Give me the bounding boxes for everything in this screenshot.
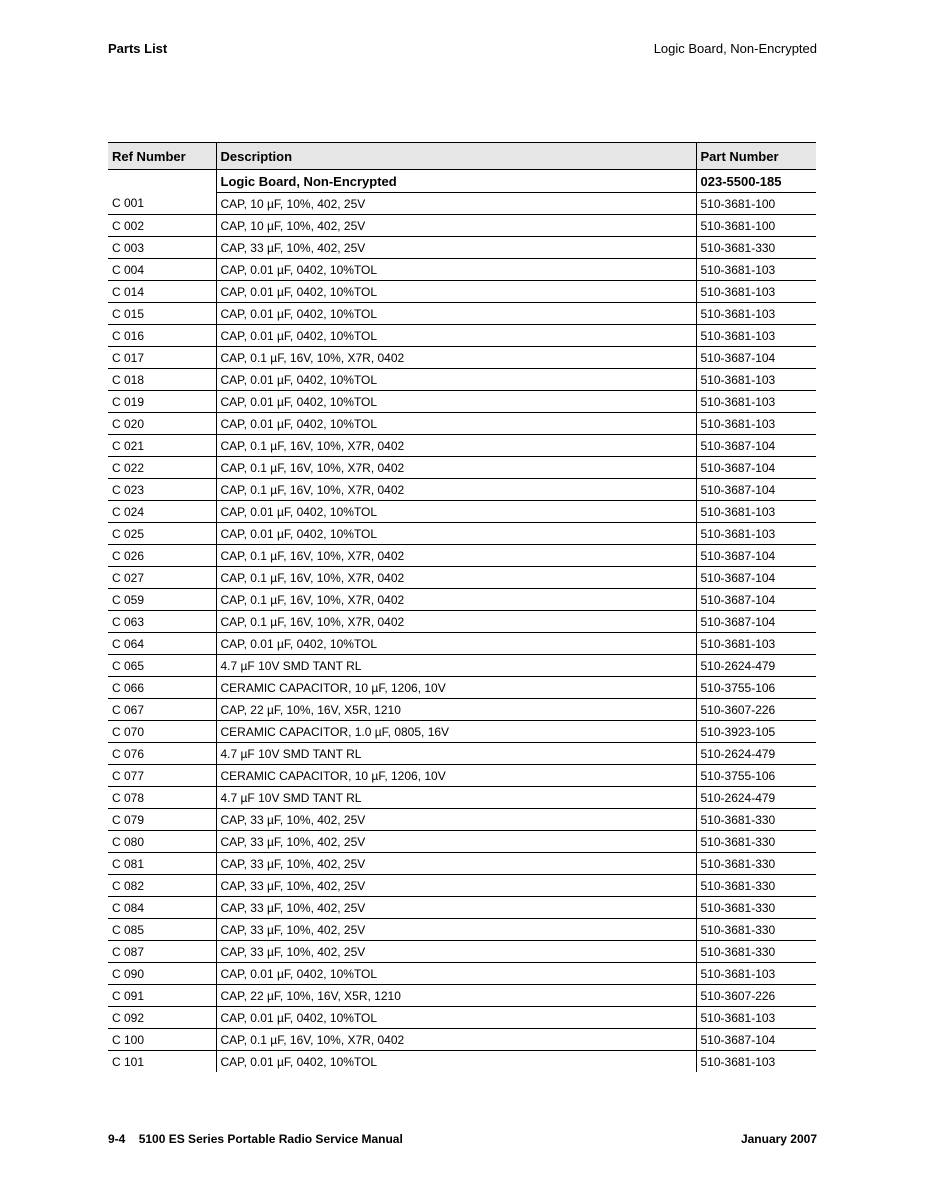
cell-part-number: 510-3687-104: [696, 479, 816, 501]
cell-description: CAP, 0.01 µF, 0402, 10%TOL: [216, 633, 696, 655]
cell-ref-number: C 001: [108, 193, 216, 215]
cell-description: CAP, 0.01 µF, 0402, 10%TOL: [216, 259, 696, 281]
column-header-ref: Ref Number: [108, 143, 216, 170]
cell-ref-number: C 027: [108, 567, 216, 589]
table-row: [108, 941, 816, 963]
footer-title: 5100 ES Series Portable Radio Service Manual: [138, 1132, 403, 1146]
table-row: [108, 457, 816, 479]
cell-ref-number: C 020: [108, 413, 216, 435]
cell-description: CAP, 33 µF, 10%, 402, 25V: [216, 897, 696, 919]
parts-table: [108, 142, 816, 1072]
cell-part-number: 510-3681-103: [696, 413, 816, 435]
board-ref: [108, 170, 216, 193]
cell-description: CERAMIC CAPACITOR, 10 µF, 1206, 10V: [216, 765, 696, 787]
cell-description: CAP, 0.1 µF, 16V, 10%, X7R, 0402: [216, 567, 696, 589]
cell-description: CAP, 0.01 µF, 0402, 10%TOL: [216, 369, 696, 391]
table-row: [108, 215, 816, 237]
board-part-number: 023-5500-185: [696, 170, 816, 193]
cell-part-number: 510-3755-106: [696, 677, 816, 699]
cell-description: CAP, 33 µF, 10%, 402, 25V: [216, 919, 696, 941]
cell-part-number: 510-3923-105: [696, 721, 816, 743]
table-header-row: [108, 143, 816, 170]
table-row: [108, 567, 816, 589]
cell-description: CERAMIC CAPACITOR, 10 µF, 1206, 10V: [216, 677, 696, 699]
table-row: [108, 303, 816, 325]
cell-part-number: 510-3681-330: [696, 919, 816, 941]
cell-description: CAP, 0.1 µF, 16V, 10%, X7R, 0402: [216, 435, 696, 457]
cell-ref-number: C 100: [108, 1029, 216, 1051]
cell-part-number: 510-2624-479: [696, 787, 816, 809]
table-row: [108, 435, 816, 457]
cell-ref-number: C 024: [108, 501, 216, 523]
cell-description: CAP, 0.01 µF, 0402, 10%TOL: [216, 523, 696, 545]
cell-description: CAP, 0.1 µF, 16V, 10%, X7R, 0402: [216, 611, 696, 633]
cell-description: 4.7 µF 10V SMD TANT RL: [216, 655, 696, 677]
cell-description: CAP, 0.01 µF, 0402, 10%TOL: [216, 501, 696, 523]
cell-part-number: 510-2624-479: [696, 655, 816, 677]
cell-part-number: 510-3681-103: [696, 633, 816, 655]
cell-description: CAP, 0.01 µF, 0402, 10%TOL: [216, 413, 696, 435]
board-description: Logic Board, Non-Encrypted: [216, 170, 696, 193]
cell-ref-number: C 080: [108, 831, 216, 853]
cell-description: CAP, 0.01 µF, 0402, 10%TOL: [216, 281, 696, 303]
cell-ref-number: C 063: [108, 611, 216, 633]
cell-ref-number: C 092: [108, 1007, 216, 1029]
table-row: [108, 501, 816, 523]
table-row: [108, 743, 816, 765]
cell-part-number: 510-3681-100: [696, 193, 816, 215]
table-row: [108, 193, 816, 215]
cell-part-number: 510-3687-104: [696, 545, 816, 567]
cell-ref-number: C 081: [108, 853, 216, 875]
cell-description: CAP, 0.1 µF, 16V, 10%, X7R, 0402: [216, 545, 696, 567]
table-row: [108, 391, 816, 413]
cell-part-number: 510-3687-104: [696, 435, 816, 457]
cell-ref-number: C 003: [108, 237, 216, 259]
cell-description: 4.7 µF 10V SMD TANT RL: [216, 787, 696, 809]
cell-part-number: 510-3607-226: [696, 985, 816, 1007]
cell-description: CAP, 0.01 µF, 0402, 10%TOL: [216, 1051, 696, 1073]
header-page-topic: Logic Board, Non-Encrypted: [653, 41, 817, 56]
footer-page-number: 9-4: [108, 1132, 126, 1146]
cell-part-number: 510-3681-103: [696, 325, 816, 347]
cell-part-number: 510-3681-103: [696, 281, 816, 303]
cell-part-number: 510-3681-330: [696, 941, 816, 963]
table-row: [108, 677, 816, 699]
cell-part-number: 510-3687-104: [696, 567, 816, 589]
cell-description: CAP, 33 µF, 10%, 402, 25V: [216, 853, 696, 875]
cell-ref-number: C 014: [108, 281, 216, 303]
cell-part-number: 510-3687-104: [696, 1029, 816, 1051]
cell-part-number: 510-3681-100: [696, 215, 816, 237]
cell-ref-number: C 015: [108, 303, 216, 325]
cell-ref-number: C 022: [108, 457, 216, 479]
column-header-part-number: Part Number: [696, 143, 816, 170]
cell-description: CAP, 0.1 µF, 16V, 10%, X7R, 0402: [216, 1029, 696, 1051]
cell-ref-number: C 016: [108, 325, 216, 347]
table-row: [108, 655, 816, 677]
table-row: [108, 897, 816, 919]
cell-ref-number: C 078: [108, 787, 216, 809]
cell-part-number: 510-2624-479: [696, 743, 816, 765]
cell-ref-number: C 087: [108, 941, 216, 963]
cell-ref-number: C 090: [108, 963, 216, 985]
cell-ref-number: C 085: [108, 919, 216, 941]
cell-ref-number: C 002: [108, 215, 216, 237]
cell-part-number: 510-3681-330: [696, 831, 816, 853]
cell-ref-number: C 004: [108, 259, 216, 281]
cell-ref-number: C 067: [108, 699, 216, 721]
cell-ref-number: C 077: [108, 765, 216, 787]
cell-description: CAP, 0.01 µF, 0402, 10%TOL: [216, 1007, 696, 1029]
cell-part-number: 510-3681-103: [696, 963, 816, 985]
cell-part-number: 510-3681-103: [696, 259, 816, 281]
cell-ref-number: C 079: [108, 809, 216, 831]
table-row: [108, 413, 816, 435]
cell-part-number: 510-3681-103: [696, 391, 816, 413]
table-row: [108, 721, 816, 743]
cell-part-number: 510-3681-103: [696, 523, 816, 545]
table-row: [108, 765, 816, 787]
cell-ref-number: C 091: [108, 985, 216, 1007]
cell-description: CAP, 33 µF, 10%, 402, 25V: [216, 831, 696, 853]
footer-date: January 2007: [740, 1132, 817, 1146]
cell-ref-number: C 026: [108, 545, 216, 567]
table-row: [108, 963, 816, 985]
cell-part-number: 510-3681-103: [696, 303, 816, 325]
table-row: [108, 1051, 816, 1073]
board-assembly-row: [108, 170, 816, 193]
cell-ref-number: C 064: [108, 633, 216, 655]
table-row: [108, 1029, 816, 1051]
cell-part-number: 510-3607-226: [696, 699, 816, 721]
table-row: [108, 611, 816, 633]
cell-part-number: 510-3687-104: [696, 611, 816, 633]
table-row: [108, 523, 816, 545]
cell-ref-number: C 017: [108, 347, 216, 369]
table-row: [108, 237, 816, 259]
cell-ref-number: C 101: [112, 1054, 145, 1069]
table-row: [108, 1007, 816, 1029]
cell-part-number: 510-3681-330: [696, 237, 816, 259]
table-row: [108, 787, 816, 809]
cell-description: CAP, 33 µF, 10%, 402, 25V: [216, 237, 696, 259]
cell-description: CAP, 10 µF, 10%, 402, 25V: [216, 193, 696, 215]
cell-ref-number: C 076: [108, 743, 216, 765]
cell-ref-number: C 082: [108, 875, 216, 897]
table-row: [108, 699, 816, 721]
footer-manual-title: [108, 1132, 403, 1146]
cell-part-number: 510-3681-103: [696, 369, 816, 391]
cell-part-number: 510-3687-104: [696, 347, 816, 369]
cell-description: CAP, 0.1 µF, 16V, 10%, X7R, 0402: [216, 457, 696, 479]
cell-part-number: 510-3681-103: [696, 501, 816, 523]
table-row: [108, 325, 816, 347]
cell-part-number: 510-3681-103: [696, 1051, 816, 1073]
cell-ref-number: C 019: [108, 391, 216, 413]
cell-ref-number: C 025: [108, 523, 216, 545]
cell-ref-number: C 084: [108, 897, 216, 919]
table-row: [108, 347, 816, 369]
cell-part-number: 510-3681-103: [696, 1007, 816, 1029]
table-row: [108, 589, 816, 611]
cell-part-number: 510-3687-104: [696, 589, 816, 611]
cell-description: CAP, 33 µF, 10%, 402, 25V: [216, 875, 696, 897]
table-row: [108, 259, 816, 281]
table-row: [108, 919, 816, 941]
cell-part-number: 510-3755-106: [696, 765, 816, 787]
table-row: [108, 545, 816, 567]
cell-description: CAP, 0.1 µF, 16V, 10%, X7R, 0402: [216, 479, 696, 501]
cell-description: CAP, 0.01 µF, 0402, 10%TOL: [216, 303, 696, 325]
header-section-title: Parts List: [108, 41, 168, 56]
cell-description: 4.7 µF 10V SMD TANT RL: [216, 743, 696, 765]
cell-ref-number: C 018: [108, 369, 216, 391]
table-row: [108, 369, 816, 391]
cell-part-number: 510-3681-330: [696, 809, 816, 831]
cell-part-number: 510-3681-330: [696, 875, 816, 897]
cell-description: CAP, 0.01 µF, 0402, 10%TOL: [216, 325, 696, 347]
cell-description: CAP, 0.1 µF, 16V, 10%, X7R, 0402: [216, 347, 696, 369]
cell-description: CAP, 0.1 µF, 16V, 10%, X7R, 0402: [216, 589, 696, 611]
table-row: [108, 853, 816, 875]
cell-ref-number: C 059: [108, 589, 216, 611]
cell-ref-number: C 065: [108, 655, 216, 677]
cell-description: CERAMIC CAPACITOR, 1.0 µF, 0805, 16V: [216, 721, 696, 743]
table-row: [108, 831, 816, 853]
cell-description: CAP, 0.01 µF, 0402, 10%TOL: [216, 391, 696, 413]
cell-part-number: 510-3681-330: [696, 897, 816, 919]
cell-ref-number: C 066: [108, 677, 216, 699]
column-header-description: Description: [216, 143, 696, 170]
cell-description: CAP, 22 µF, 10%, 16V, X5R, 1210: [216, 985, 696, 1007]
cell-description: CAP, 0.01 µF, 0402, 10%TOL: [216, 963, 696, 985]
table-row: [108, 479, 816, 501]
cell-ref-number: C 023: [108, 479, 216, 501]
cell-description: CAP, 22 µF, 10%, 16V, X5R, 1210: [216, 699, 696, 721]
table-row: [108, 875, 816, 897]
cell-description: CAP, 10 µF, 10%, 402, 25V: [216, 215, 696, 237]
cell-description: CAP, 33 µF, 10%, 402, 25V: [216, 809, 696, 831]
table-row: [108, 281, 816, 303]
cell-part-number: 510-3687-104: [696, 457, 816, 479]
table-row: [108, 809, 816, 831]
cell-ref-number: C 021: [108, 435, 216, 457]
cell-description: CAP, 33 µF, 10%, 402, 25V: [216, 941, 696, 963]
cell-ref-number: C 070: [108, 721, 216, 743]
cell-part-number: 510-3681-330: [696, 853, 816, 875]
table-row: [108, 985, 816, 1007]
table-row: [108, 633, 816, 655]
